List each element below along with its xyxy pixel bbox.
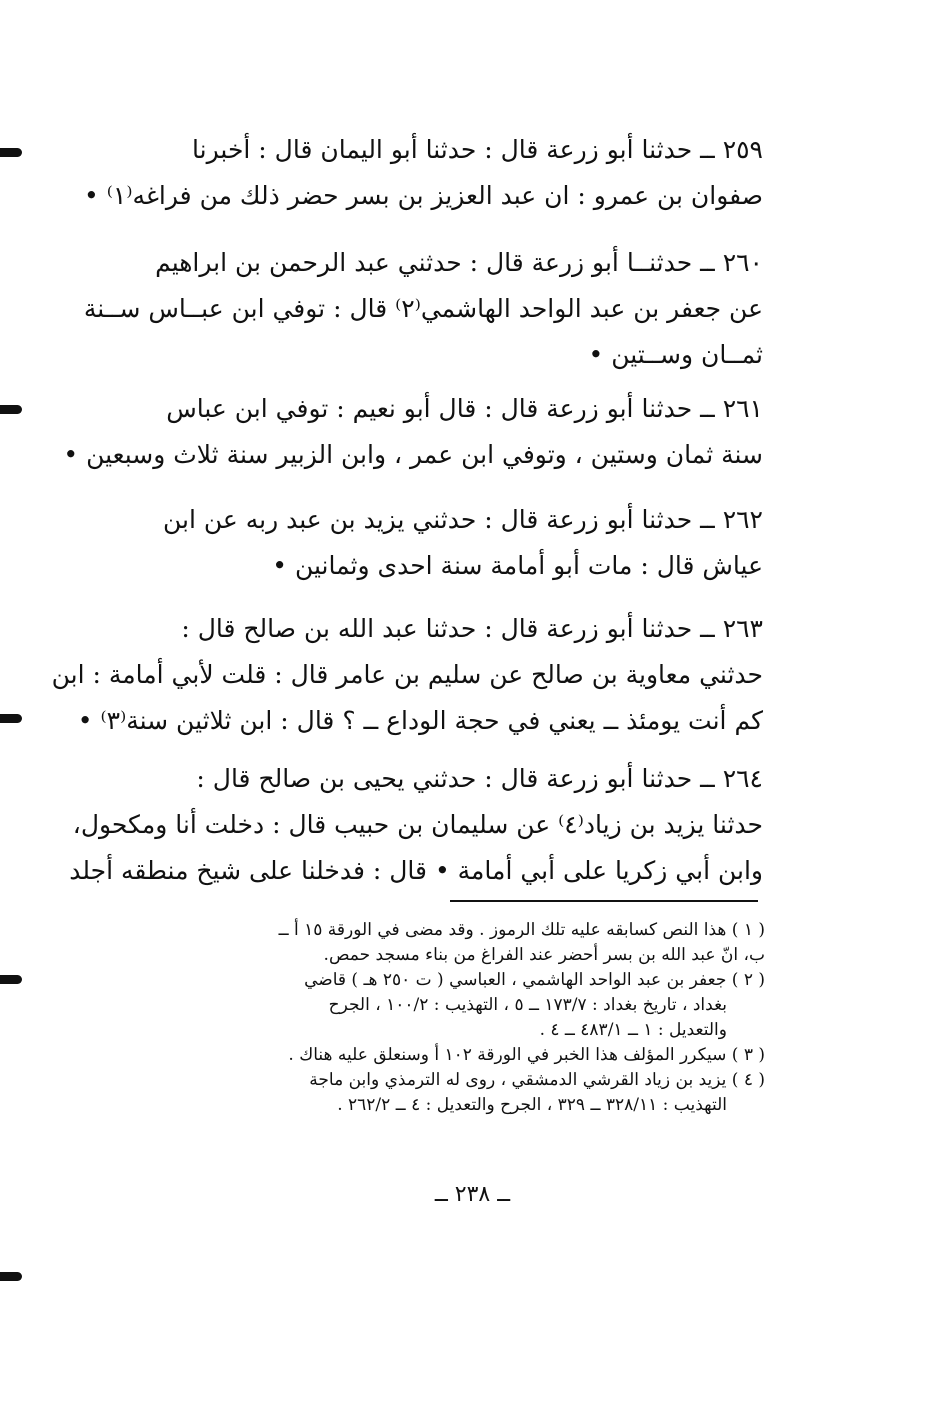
text-line: ٢٦١ ــ حدثنا أبو زرعة قال : قال أبو نعيم : توفي ابن عباس [166, 394, 763, 423]
paragraph-259 [84, 127, 763, 219]
footnote-separator [450, 900, 758, 902]
binding-mark [0, 405, 22, 414]
footnote-line: التهذيب : ٣٢٨/١١ ــ ٣٢٩ ، الجرح والتعديل : ٤ ــ ٢٦٢/٢ . [337, 1095, 727, 1115]
paragraph-261 [63, 386, 763, 478]
text-line: حدثني معاوية بن صالح عن سليم بن عامر قال : قلت لأبي أمامة : ابن [51, 660, 763, 689]
footnote-line: ( ٤ ) يزيد بن زياد القرشي الدمشقي ، روى له الترمذي وابن ماجة [309, 1070, 765, 1090]
footnote-line: ( ٢ ) جعفر بن عبد الواحد الهاشمي ، العباسي ( ت ٢٥٠ هـ ) قاضي [304, 970, 765, 990]
paragraph-262 [108, 497, 763, 589]
text-line: عن جعفر بن عبد الواحد الهاشمي⁽٢⁾ قال : توفي ابن عبــاس ســنة [83, 294, 763, 323]
paragraph-264 [69, 756, 763, 894]
text-line: ٢٦٢ ــ حدثنا أبو زرعة قال : حدثني يزيد بن عبد ربه عن ابن [162, 505, 763, 534]
text-line: سنة ثمان وستين ، وتوفي ابن عمر ، وابن الزبير سنة ثلاث وسبعين • [63, 440, 763, 469]
paragraph-263 [51, 606, 763, 744]
binding-mark [0, 975, 22, 984]
text-line: ٢٦٣ ــ حدثنا أبو زرعة قال : حدثنا عبد الله بن صالح قال : [181, 614, 763, 643]
page-number: ــ ٢٣٨ ــ [434, 1182, 511, 1207]
text-line: صفوان بن عمرو : ان عبد العزيز بن بسر حضر ذلك من فراغه⁽١⁾ • [84, 181, 763, 210]
footnotes [100, 918, 765, 1118]
binding-mark [0, 148, 22, 157]
text-line: حدثنا يزيد بن زياد⁽٤⁾ عن سليمان بن حبيب قال : دخلت أنا ومكحول، [72, 810, 763, 839]
binding-mark [0, 1272, 22, 1281]
binding-mark [0, 714, 22, 723]
text-line: ثمــان وســتين • [588, 340, 763, 369]
footnote-line: ب، انّ عبد الله بن بسر أحضر عند الفراغ من بناء مسجد حمص. [323, 945, 765, 965]
text-line: ٢٦٠ ــ حدثنــا أبو زرعة قال : حدثني عبد الرحمن بن ابراهيم [155, 248, 763, 277]
footnote-line: بغداد ، تاريخ بغداد : ١٧٣/٧ ــ ٥ ، التهذيب : ١٠٠/٢ ، الجرح [328, 995, 727, 1015]
footnote-line: والتعديل : ١ ــ ٤٨٣/١ ــ ٤ . [539, 1020, 727, 1040]
footnote-line: ( ١ ) هذا النص كسابقه عليه تلك الرموز . وقد مضى في الورقة ١٥ أ ــ [278, 920, 765, 940]
text-line: ٢٦٤ ــ حدثنا أبو زرعة قال : حدثني يحيى بن صالح قال : [196, 764, 763, 793]
footnote-line: ( ٣ ) سيكرر المؤلف هذا الخبر في الورقة ١٠٢ أ وسنعلق عليه هناك . [288, 1045, 765, 1065]
text-line: ٢٥٩ ــ حدثنا أبو زرعة قال : حدثنا أبو اليمان قال : أخبرنا [192, 135, 763, 164]
text-line: عياش قال : مات أبو أمامة سنة احدى وثمانين • [272, 551, 763, 580]
text-line: وابن أبي زكريا على أبي أمامة • قال : فدخلنا على شيخ منطقه أجلد [69, 856, 763, 885]
paragraph-260 [83, 240, 763, 378]
text-line: كم أنت يومئذ ــ يعني في حجة الوداع ــ ؟ قال : ابن ثلاثين سنة⁽٣⁾ • [77, 706, 763, 735]
